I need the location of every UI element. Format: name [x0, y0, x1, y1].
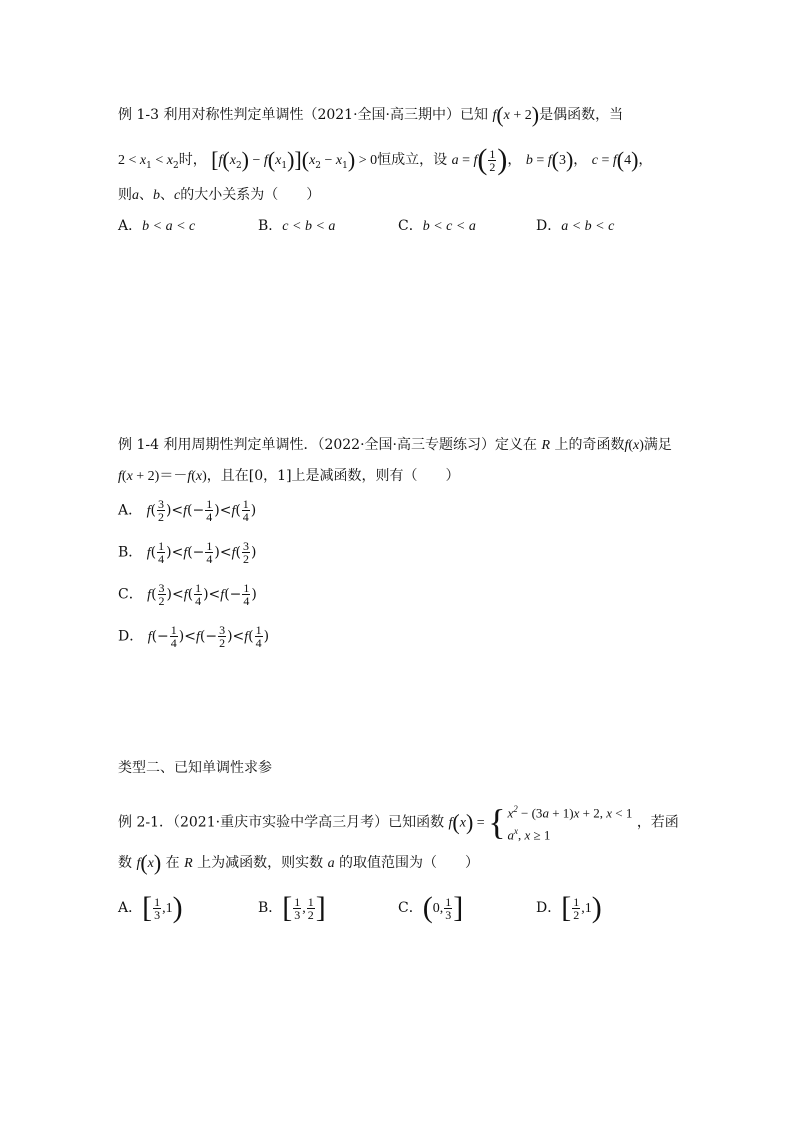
- ex13-line3: 则a、b、c的大小关系为（ ）: [118, 187, 321, 203]
- ex13-line2: $2 < x_1 < x_2$时， $[f(x_2) - f(x_1)](x_2 - x_1) > 0$恒成立，设 a = f( $\frac{1}{2}$ )， b = f(3)， c = f(4)，: [118, 143, 653, 176]
- ex21-intro-tail: ，若函: [636, 814, 679, 831]
- ex21-option-c: C．(0, $\frac{1}{3}$ ]: [398, 891, 464, 924]
- ex14-line1: 例 1-4 利用周期性判定单调性．（2022·全国·高三专题练习）定义在 R 上的奇函数f(x)满足: [118, 437, 672, 453]
- ex14-option-b: B． f( $\frac{1}{4}$ )<f(− $\frac{1}{4}$ )<f( $\frac{3}{2}$ ): [118, 539, 257, 566]
- ex13-fx2: f: [492, 108, 497, 123]
- ex14-line2: f(x + 2)＝－f(x)，且在[0，1]上是减函数，则有（ ）: [118, 468, 460, 484]
- ex13-option-c: C．b < c < a: [398, 218, 476, 234]
- ex14-intro-tail: 满足: [643, 437, 672, 453]
- ex13-cond-holds: 恒成立，设: [377, 152, 448, 168]
- ex14-intro: 例 1-4 利用周期性判定单调性．（2022·全国·高三专题练习）定义在: [118, 437, 537, 453]
- ex13-option-d: D．a < b < c: [536, 218, 615, 234]
- ex21-option-b: B．[ $\frac{1}{3}$ , $\frac{1}{2}$ ]: [258, 891, 326, 924]
- ex13-conclusion-tail: 的大小关系为（ ）: [180, 187, 321, 203]
- ex13-intro: 例 1-3 利用对称性判定单调性（2021·全国·高三期中）已知: [118, 107, 488, 123]
- ex14-option-a: A． f( $\frac{3}{2}$ )<f(− $\frac{1}{4}$ )<f( $\frac{1}{4}$ ): [118, 497, 257, 524]
- ex14-line2-tail: ，且在[0，1]上是减函数，则有（ ）: [206, 468, 460, 484]
- ex21-line1: 例 2-1．（2021·重庆市实验中学高三月考）已知函数 f(x) = { $x^2 - (3a + 1)x + 2$, x < 1 $a^x$, x ≥ 1 ，若函: [118, 800, 679, 845]
- ex14-option-c: C． f( $\frac{3}{2}$ )<f( $\frac{1}{4}$ )<f(− $\frac{1}{4}$ ): [118, 581, 257, 608]
- ex21-option-d: D．[ $\frac{1}{2}$ ,1): [536, 891, 602, 924]
- ex21-line2: 数 f(x) 在 R 上为减函数，则实数 a 的取值范围为（ ）: [118, 850, 480, 875]
- ex21-intro: 例 2-1．（2021·重庆市实验中学高三月考）已知函数: [118, 814, 445, 831]
- ex21-piecewise: { $x^2 - (3a + 1)x + 2$, x < 1 $a^x$, x ≥ 1: [488, 802, 633, 843]
- ex13-option-a: A．b < a < c: [118, 218, 196, 234]
- ex13-conclusion: 则: [118, 187, 132, 203]
- ex13-option-b: B．c < b < a: [258, 218, 336, 234]
- ex13-line1: 例 1-3 利用对称性判定单调性（2021·全国·高三期中）已知 f(x + 2)是偶函数，当: [118, 102, 624, 127]
- ex14-option-d: D． f(− $\frac{1}{4}$ )<f(− $\frac{3}{2}$ )<f( $\frac{1}{4}$ ): [118, 623, 270, 650]
- section-title: 类型二、已知单调性求参: [118, 760, 272, 776]
- ex13-even-tail: 是偶函数，当: [539, 107, 624, 123]
- ex13-cond-when: 时，: [178, 152, 207, 168]
- ex21-option-a: A．[ $\frac{1}{3}$ ,1): [118, 891, 183, 924]
- ex14-intro-mid: 上的奇函数: [554, 437, 625, 453]
